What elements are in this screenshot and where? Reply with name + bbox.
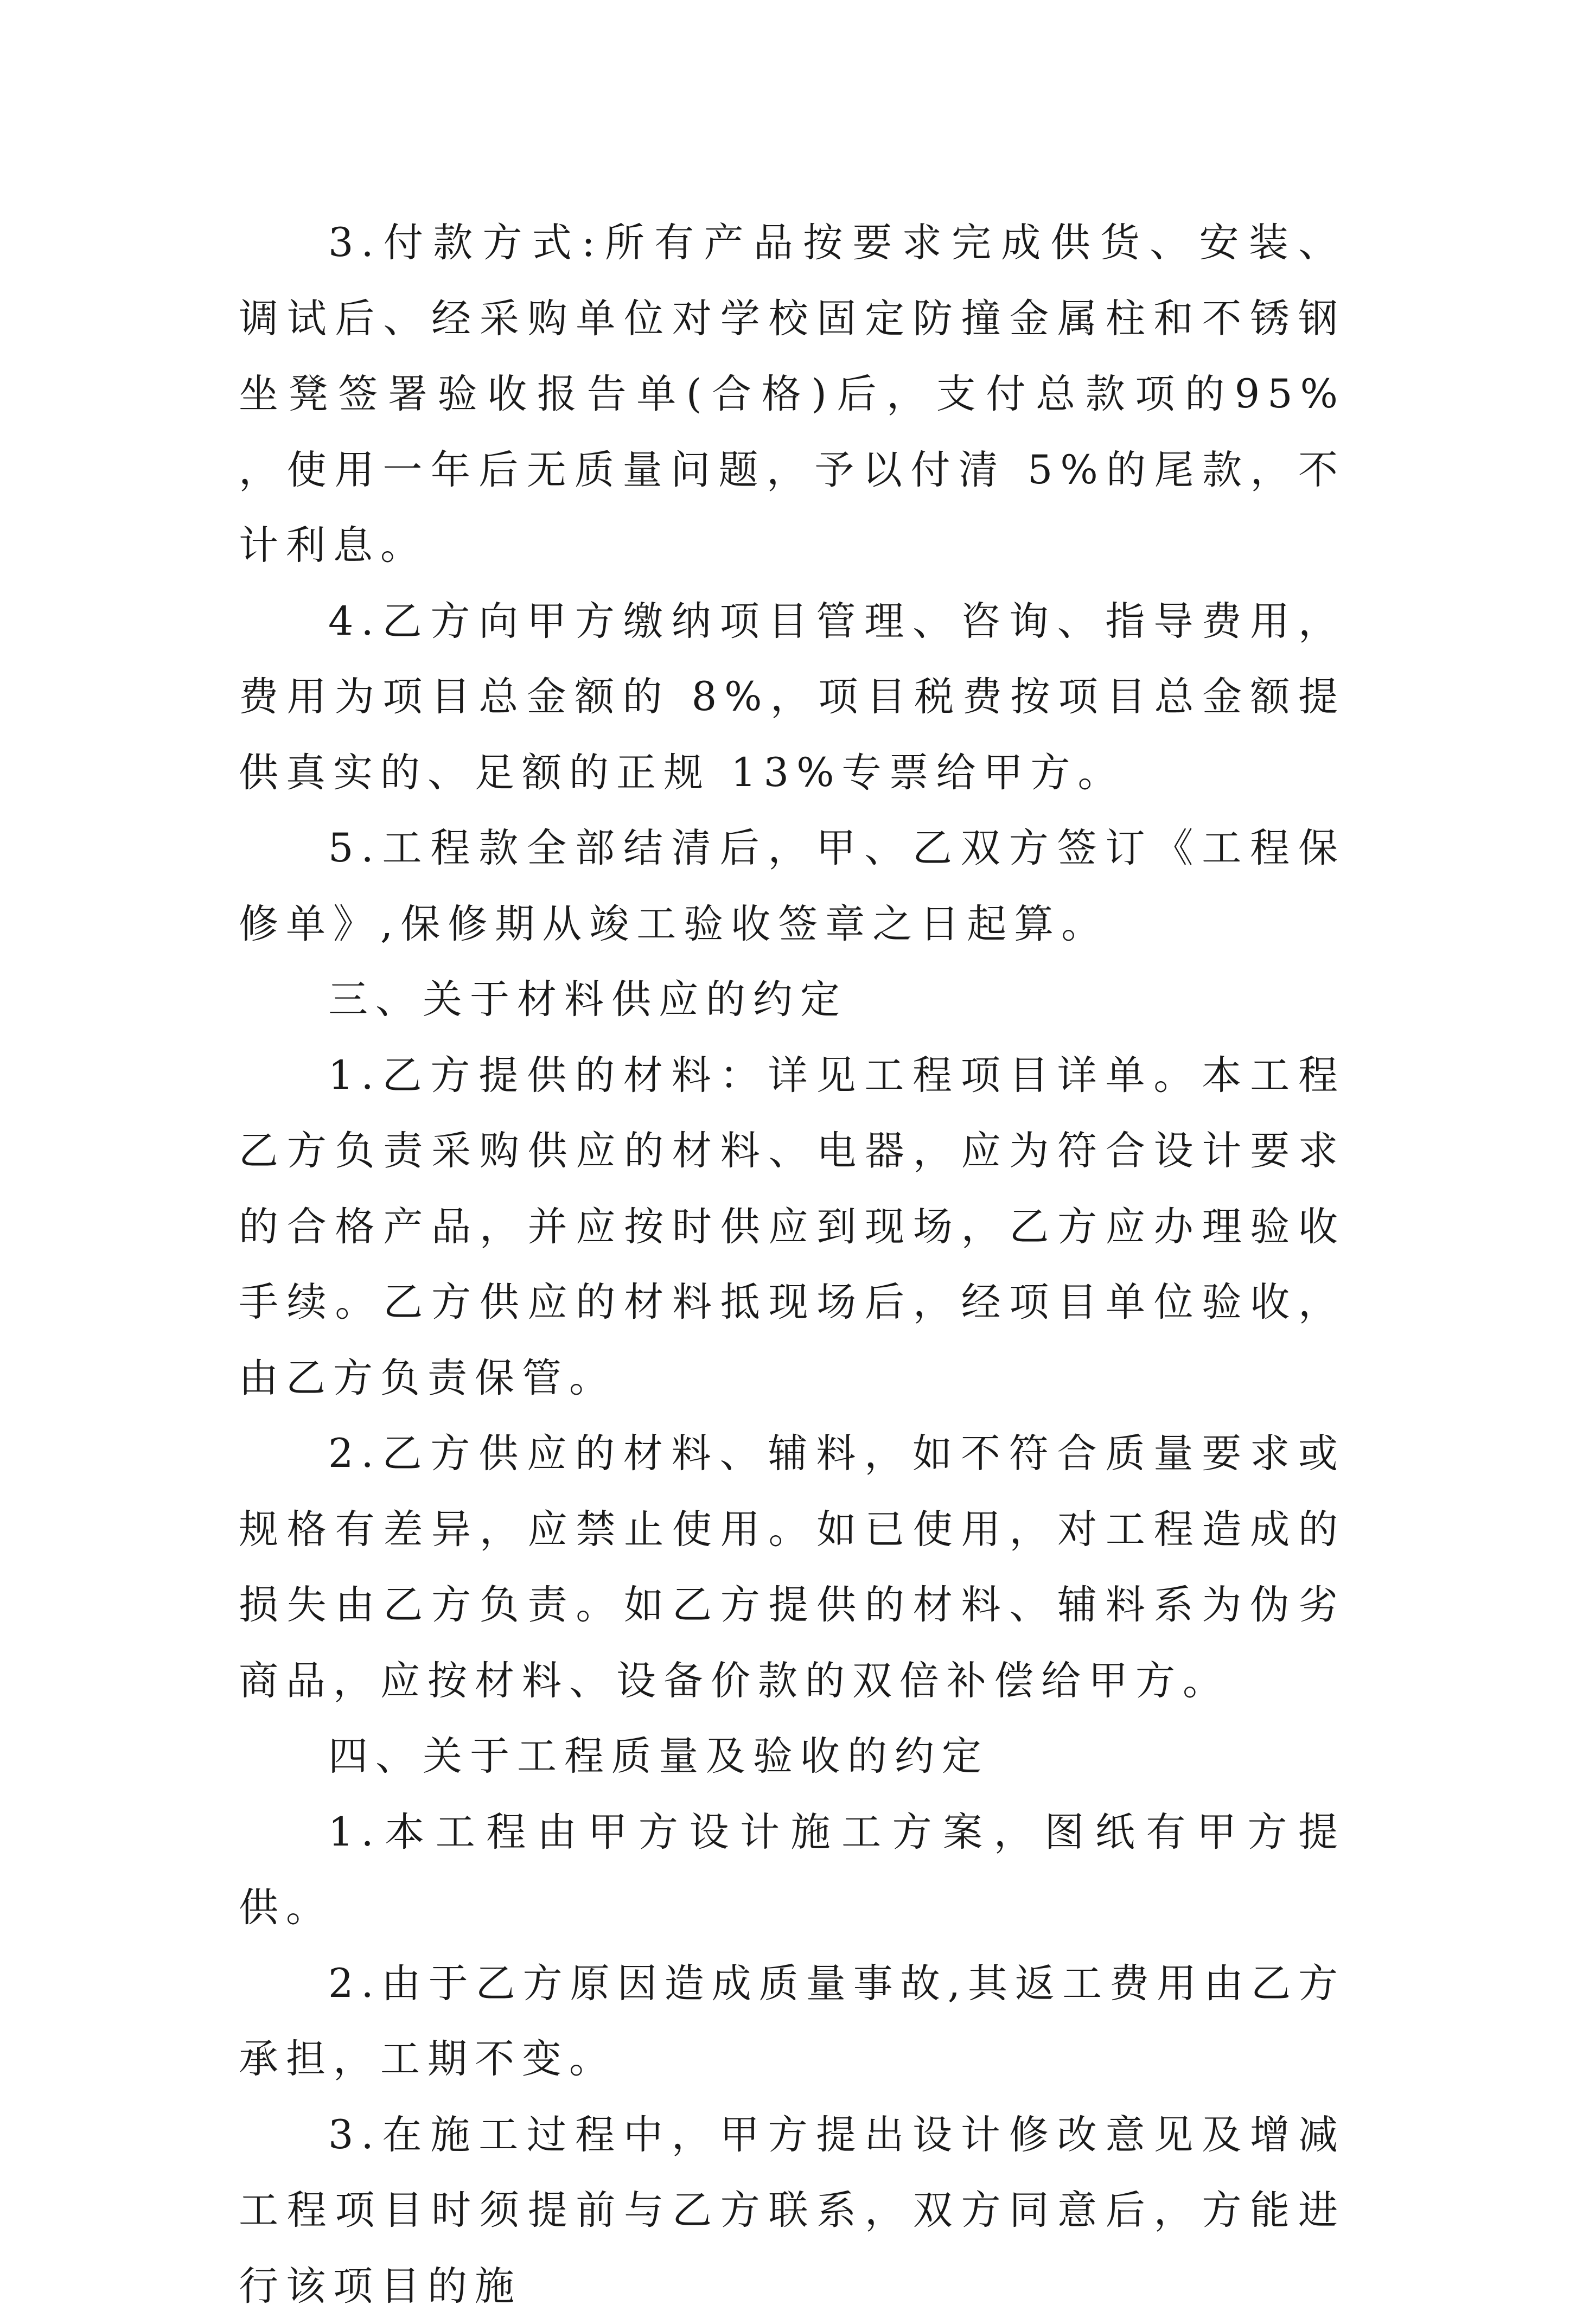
paragraph-payment-method: 3.付款方式:所有产品按要求完成供货、安装、调试后、经采购单位对学校固定防撞金属柱和不锈钢坐凳签署验收报告单(合格)后，支付总款项的95% ，使用一年后无质量问题，予以付清 5%的尾款，不计利息。 <box>239 205 1345 584</box>
document-body <box>239 205 1345 2324</box>
paragraph-quality-accident: 2.由于乙方原因造成质量事故,其返工费用由乙方承担，工期不变。 <box>239 1946 1345 2097</box>
paragraph-design-plan: 1.本工程由甲方设计施工方案，图纸有甲方提供。 <box>239 1795 1345 1946</box>
paragraph-design-changes: 3.在施工过程中，甲方提出设计修改意见及增减工程项目时须提前与乙方联系，双方同意后，方能进行该项目的施 <box>239 2097 1345 2324</box>
paragraph-materials-quality: 2.乙方供应的材料、辅料，如不符合质量要求或规格有差异，应禁止使用。如已使用，对工程造成的损失由乙方负责。如乙方提供的材料、辅料系为伪劣商品，应按材料、设备价款的双倍补偿给甲方。 <box>239 1416 1345 1719</box>
section-heading-materials: 三、关于材料供应的约定 <box>239 962 1345 1038</box>
paragraph-materials-supply: 1.乙方提供的材料：详见工程项目详单。本工程乙方负责采购供应的材料、电器，应为符合设计要求的合格产品，并应按时供应到现场，乙方应办理验收手续。乙方供应的材料抵现场后，经项目单位验收，由乙方负责保管。 <box>239 1038 1345 1416</box>
section-heading-quality: 四、关于工程质量及验收的约定 <box>239 1719 1345 1795</box>
paragraph-management-fee: 4.乙方向甲方缴纳项目管理、咨询、指导费用，费用为项目总金额的 8%，项目税费按项目总金额提供真实的、足额的正规 13%专票给甲方。 <box>239 584 1345 811</box>
paragraph-warranty: 5.工程款全部结清后，甲、乙双方签订《工程保修单》,保修期从竣工验收签章之日起算。 <box>239 810 1345 962</box>
